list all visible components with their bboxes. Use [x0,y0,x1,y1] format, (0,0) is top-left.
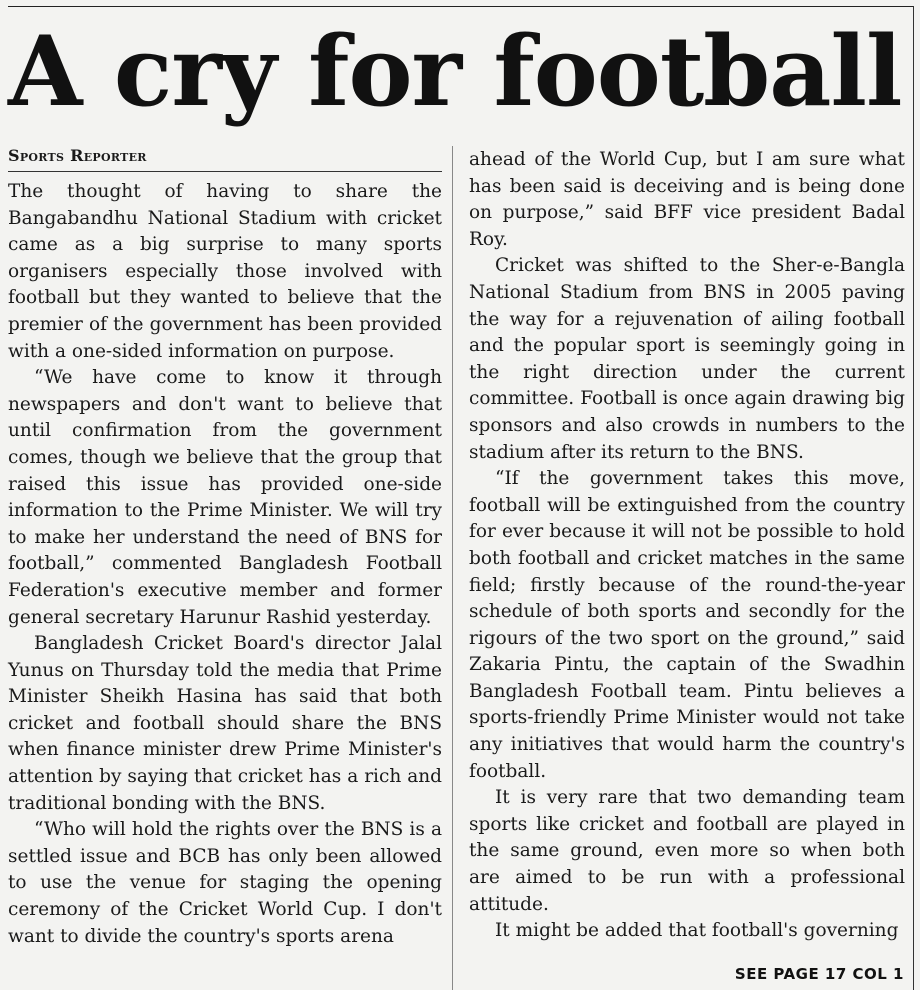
article-paragraph: “If the government takes this move, football will be extinguished from the country for ever because it will not be possible to hold both football and cricket matches in the same field; firstly because of the round-the-year schedule of both sports and secondly for the rigours of the two sport on the ground,” said Zakaria Pintu, the captain of the Swadhin Bangladesh Football team. Pintu believes a sports-friendly Prime Minister would not take any initiatives that would harm the country's football. [469,468,905,782]
article-paragraph: Bangladesh Cricket Board's director Jalal Yunus on Thursday told the media that Prime Minister Sheikh Hasina has said that both cricket and football should share the BNS when finance minister drew Prime Minister's attention by saying that cricket has a rich and traditional bonding with the BNS. [8,633,442,814]
article-paragraph: Cricket was shifted to the Sher-e-Bangla National Stadium from BNS in 2005 paving the way for a rejuvenation of ailing football and the popular sport is seemingly going in the right direction under the current committee. Football is once again drawing big sponsors and also crowds in numbers to the stadium after its return to the BNS. [469,255,905,463]
article-paragraph: “We have come to know it through newspapers and don't want to believe that until confirmation from the government comes, though we believe that the group that raised this issue has provided one-side information to the Prime Minister. We will try to make her understand the need of BNS for football,” commented Bangladesh Football Federation's executive member and former general secretary Harunur Rashid yesterday. [8,367,442,628]
byline: Sports Reporter [8,146,442,172]
right-rule [913,6,914,990]
continuation-jump-line: SEE PAGE 17 COL 1 [734,965,904,983]
article-headline: A cry for football [8,15,902,128]
article-paragraph: It might be added that football's governing [495,920,899,942]
article-column-left [8,146,442,950]
article-paragraph: ahead of the World Cup, but I am sure what has been said is deceiving and is being done on purpose,” said BFF vice president Badal Roy. [469,149,905,250]
article-paragraph: The thought of having to share the Bangabandhu National Stadium with cricket came as a big surprise to many sports organisers especially those involved with football but they wanted to believe that the premier of the government has been provided with a one-sided information on purpose. [8,181,442,362]
article-column-right [469,147,905,945]
top-rule [8,6,914,7]
article-paragraph: It is very rare that two demanding team sports like cricket and football are played in the same ground, even more so when both are aimed to be run with a professional attitude. [469,787,905,915]
column-divider [452,146,453,990]
article-paragraph: “Who will hold the rights over the BNS is a settled issue and BCB has only been allowed to use the venue for staging the opening ceremony of the Cricket World Cup. I don't want to divide the country's sports arena [8,819,442,947]
